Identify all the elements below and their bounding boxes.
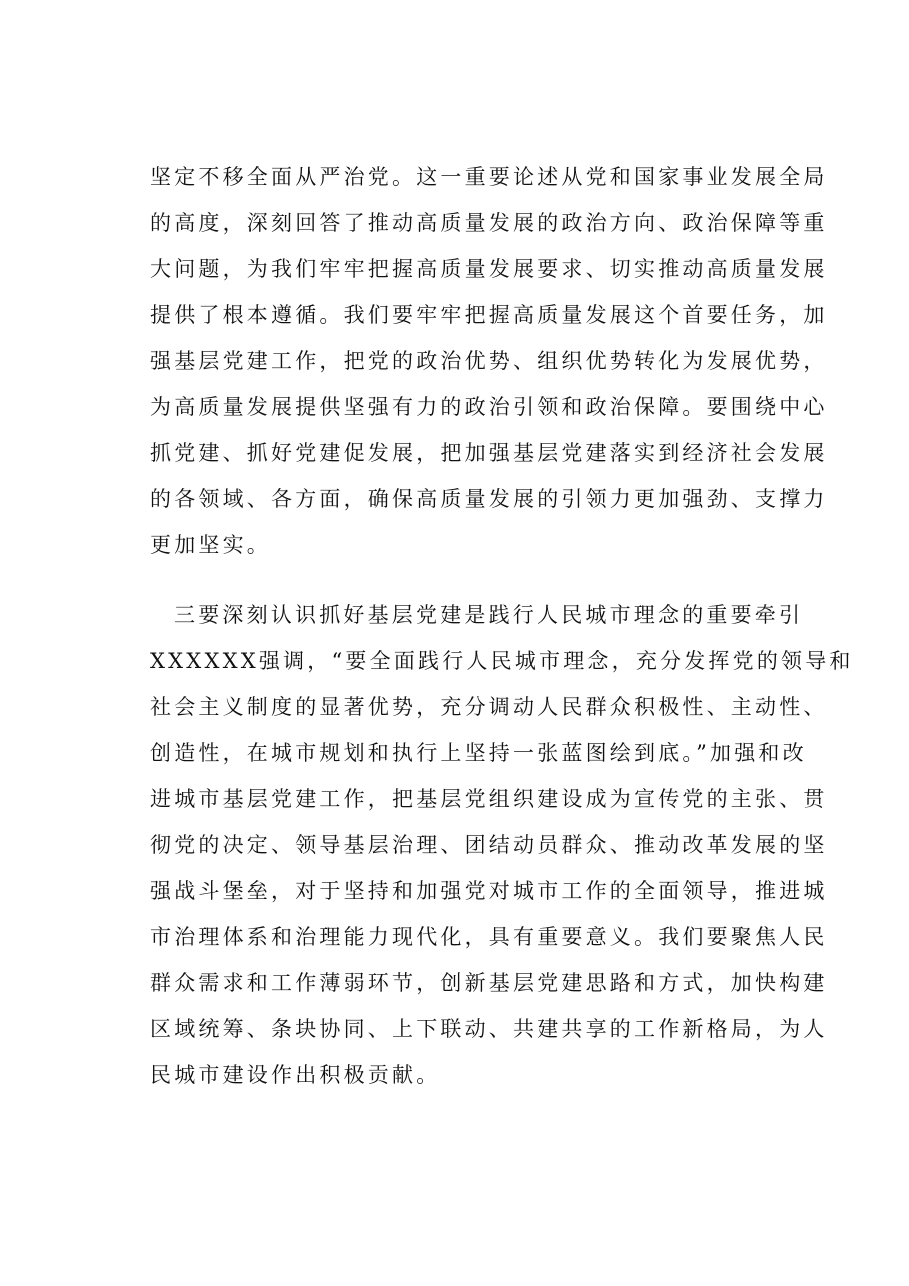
paragraph-line: 市治理体系和治理能力现代化，具有重要意义。我们要聚焦人民 — [150, 925, 828, 949]
paragraph-line: 提供了根本遵循。我们要牢牢把握高质量发展这个首要任务，加 — [150, 303, 828, 327]
paragraph-2 — [150, 592, 854, 1098]
paragraph-line: 群众需求和工作薄弱环节，创新基层党建思路和方式，加快构建 — [150, 971, 828, 995]
paragraph-line: 强基层党建工作，把党的政治优势、组织优势转化为发展优势， — [150, 349, 828, 373]
paragraph-line: 社会主义制度的显著优势，充分调动人民群众积极性、主动性、 — [150, 695, 828, 719]
paragraph-line: 的高度，深刻回答了推动高质量发展的政治方向、政治保障等重 — [150, 211, 828, 235]
paragraph-line: XXXXXX强调，“要全面践行人民城市理念，充分发挥党的领导和 — [150, 649, 854, 673]
paragraph-line: 强战斗堡垒，对于坚持和加强党对城市工作的全面领导，推进城 — [150, 879, 828, 903]
paragraph-line: 大问题，为我们牢牢把握高质量发展要求、切实推动高质量发展 — [150, 257, 828, 281]
paragraph-line: 更加坚实。 — [150, 533, 271, 557]
paragraph-line: 民城市建设作出积极贡献。 — [150, 1063, 441, 1087]
paragraph-line: 抓党建、抓好党建促发展，把加强基层党建落实到经济社会发展 — [150, 441, 828, 465]
paragraph-line: 进城市基层党建工作，把基层党组织建设成为宣传党的主张、贯 — [150, 787, 828, 811]
paragraph-1 — [150, 154, 828, 568]
paragraph-line: 区域统筹、条块协同、上下联动、共建共享的工作新格局，为人 — [150, 1017, 828, 1041]
paragraph-line: 的各领域、各方面，确保高质量发展的引领力更加强劲、支撑力 — [150, 487, 828, 511]
paragraph-heading-line: 三要深刻认识抓好基层党建是践行人民城市理念的重要牵引 — [174, 603, 804, 627]
paragraph-line: 坚定不移全面从严治党。这一重要论述从党和国家事业发展全局 — [150, 165, 828, 189]
paragraph-line: 为高质量发展提供坚强有力的政治引领和政治保障。要围绕中心 — [150, 395, 828, 419]
paragraph-line: 创造性，在城市规划和执行上坚持一张蓝图绘到底。”加强和改 — [150, 741, 807, 765]
paragraph-line: 彻党的决定、领导基层治理、团结动员群众、推动改革发展的坚 — [150, 833, 828, 857]
